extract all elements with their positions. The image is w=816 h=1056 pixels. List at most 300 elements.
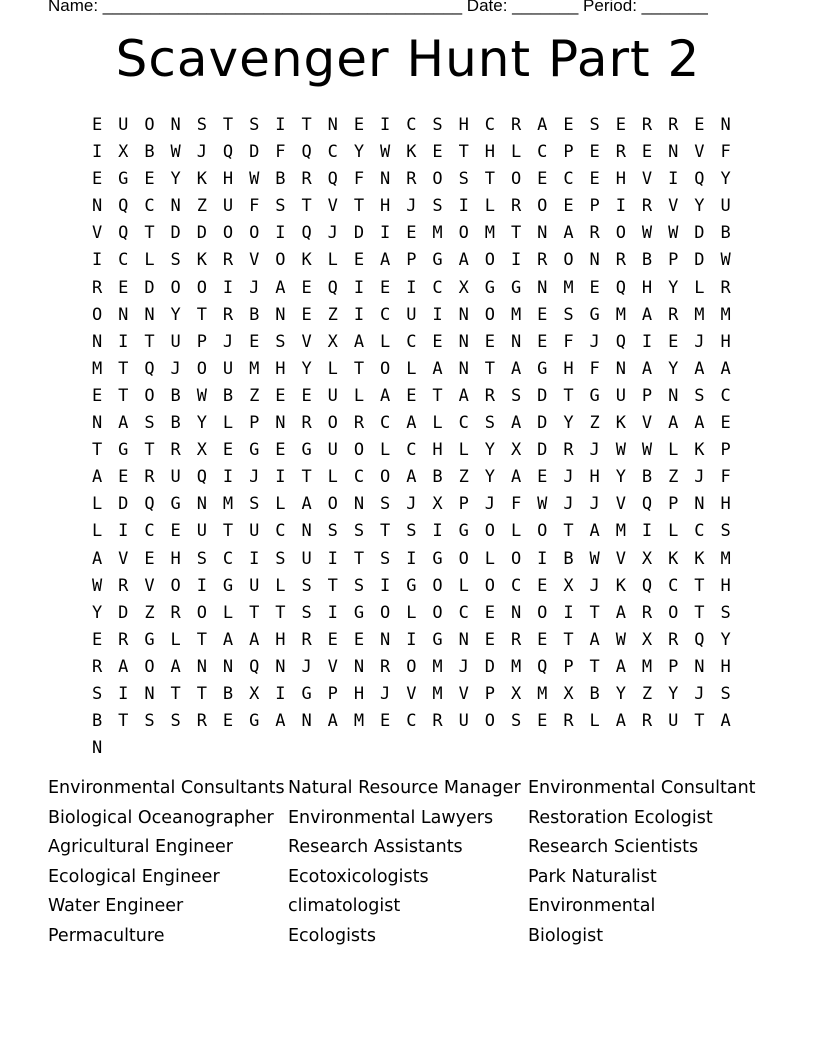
grid-letter: R — [432, 711, 443, 732]
word-bank-item: Restoration Ecologist — [528, 807, 713, 828]
grid-letter: R — [641, 196, 653, 217]
grid-letter: B — [222, 385, 234, 406]
grid-letter: Q — [249, 656, 260, 677]
grid-letter: H — [563, 358, 574, 379]
grid-letter: I — [510, 250, 522, 271]
grid-letter: J — [170, 358, 181, 379]
grid-letter: M — [249, 358, 260, 379]
grid-letter: C — [118, 250, 129, 271]
grid-letter: V — [118, 548, 129, 569]
grid-letter: G — [432, 548, 443, 569]
grid-letter: T — [196, 304, 207, 325]
grid-letter: Z — [668, 467, 679, 488]
grid-letter: R — [615, 250, 626, 271]
grid-letter: L — [327, 250, 338, 271]
letter-grid — [84, 112, 739, 762]
grid-letter: R — [170, 440, 181, 461]
grid-letter: G — [458, 521, 469, 542]
grid-letter: B — [91, 711, 103, 732]
grid-letter: Y — [615, 683, 626, 704]
grid-letter: B — [563, 548, 574, 569]
grid-letter: E — [537, 467, 548, 488]
grid-letter: A — [380, 250, 391, 271]
word-bank-item: Ecological Engineer — [48, 866, 220, 887]
grid-letter: A — [510, 467, 522, 488]
grid-letter: V — [694, 142, 705, 163]
grid-letter: V — [641, 413, 653, 434]
grid-letter: T — [118, 358, 129, 379]
grid-letter: N — [353, 656, 365, 677]
grid-letter: R — [353, 413, 365, 434]
grid-letter: N — [144, 304, 155, 325]
grid-letter: E — [406, 385, 417, 406]
grid-letter: R — [510, 629, 522, 650]
grid-letter: R — [301, 629, 312, 650]
grid-letter: H — [641, 277, 653, 298]
grid-letter: G — [301, 440, 312, 461]
grid-letter: I — [91, 142, 103, 163]
grid-letter: A — [510, 358, 522, 379]
grid-letter: K — [196, 250, 207, 271]
grid-letter: P — [458, 494, 469, 515]
grid-letter: A — [301, 494, 312, 515]
grid-letter: A — [641, 304, 653, 325]
grid-letter: N — [694, 494, 705, 515]
grid-letter: L — [275, 494, 286, 515]
grid-letter: I — [668, 169, 679, 190]
grid-letter: G — [353, 602, 365, 623]
grid-letter: Q — [144, 358, 155, 379]
grid-letter: H — [720, 656, 731, 677]
grid-letter: I — [118, 683, 129, 704]
grid-letter: B — [641, 250, 653, 271]
grid-letter: U — [615, 385, 626, 406]
grid-letter: X — [118, 142, 129, 163]
grid-letter: C — [563, 169, 574, 190]
grid-letter: A — [91, 467, 103, 488]
grid-letter: C — [458, 413, 469, 434]
grid-letter: S — [144, 711, 155, 732]
grid-letter: S — [353, 521, 365, 542]
grid-letter: Q — [641, 494, 653, 515]
grid-letter: A — [720, 358, 731, 379]
grid-letter: Q — [118, 223, 129, 244]
grid-letter: E — [301, 277, 312, 298]
grid-letter: Y — [353, 142, 365, 163]
grid-letter: A — [641, 358, 653, 379]
grid-letter: E — [301, 304, 312, 325]
grid-letter: O — [537, 602, 548, 623]
grid-letter: W — [641, 440, 653, 461]
grid-letter: C — [406, 711, 417, 732]
grid-letter: L — [406, 358, 417, 379]
word-bank-item: Ecotoxicologists — [288, 866, 429, 887]
grid-letter: J — [484, 494, 496, 515]
grid-letter: N — [144, 683, 155, 704]
grid-letter: I — [196, 575, 207, 596]
grid-letter: F — [720, 142, 731, 163]
grid-letter: O — [537, 521, 548, 542]
grid-letter: S — [720, 602, 731, 623]
grid-letter: N — [668, 385, 679, 406]
grid-letter: X — [563, 575, 574, 596]
grid-letter: S — [196, 548, 207, 569]
grid-letter: R — [668, 304, 679, 325]
grid-letter: T — [222, 115, 234, 135]
grid-letter: L — [353, 385, 365, 406]
grid-letter: X — [510, 683, 522, 704]
grid-letter: C — [484, 115, 496, 135]
grid-letter: R — [406, 169, 417, 190]
grid-letter: E — [91, 169, 103, 190]
grid-letter: T — [484, 358, 496, 379]
grid-letter: D — [353, 223, 365, 244]
grid-letter: N — [510, 602, 522, 623]
grid-letter: P — [668, 656, 679, 677]
grid-letter: L — [327, 358, 338, 379]
grid-letter: T — [432, 385, 443, 406]
grid-letter: K — [406, 142, 417, 163]
grid-letter: I — [118, 331, 129, 352]
grid-letter: C — [432, 277, 443, 298]
grid-letter: R — [720, 277, 731, 298]
grid-letter: Q — [301, 223, 312, 244]
grid-letter: Q — [327, 277, 338, 298]
grid-letter: I — [432, 521, 443, 542]
grid-letter: O — [510, 548, 522, 569]
grid-letter: N — [458, 304, 469, 325]
grid-letter: I — [249, 548, 260, 569]
grid-letter: S — [170, 250, 181, 271]
grid-letter: Q — [301, 142, 312, 163]
grid-letter: A — [275, 277, 286, 298]
grid-letter: V — [91, 223, 103, 244]
grid-letter: G — [537, 358, 548, 379]
grid-letter: L — [170, 629, 181, 650]
word-bank — [48, 778, 768, 956]
grid-letter: P — [249, 413, 260, 434]
grid-letter: N — [537, 223, 548, 244]
grid-letter: A — [694, 358, 705, 379]
grid-letter: P — [641, 385, 653, 406]
grid-letter: U — [668, 711, 679, 732]
grid-letter: I — [641, 331, 653, 352]
grid-letter: O — [432, 575, 443, 596]
grid-letter: N — [668, 142, 679, 163]
grid-letter: N — [694, 656, 705, 677]
grid-letter: Q — [615, 277, 626, 298]
grid-letter: J — [196, 142, 207, 163]
grid-letter: V — [249, 250, 260, 271]
grid-letter: Y — [563, 413, 574, 434]
grid-letter: S — [720, 521, 731, 542]
grid-letter: G — [118, 440, 129, 461]
grid-letter: A — [458, 385, 469, 406]
grid-letter: I — [563, 602, 574, 623]
grid-letter: C — [406, 440, 417, 461]
grid-letter: P — [668, 494, 679, 515]
grid-letter: J — [694, 683, 705, 704]
grid-letter: L — [668, 440, 679, 461]
grid-letter: G — [118, 169, 129, 190]
grid-letter: T — [91, 440, 103, 461]
grid-letter: B — [170, 413, 181, 434]
grid-letter: R — [589, 223, 600, 244]
grid-letter: E — [91, 385, 103, 406]
grid-letter: Y — [484, 467, 496, 488]
grid-letter: N — [380, 169, 391, 190]
grid-letter: K — [615, 413, 626, 434]
grid-letter: M — [432, 223, 443, 244]
grid-letter: T — [118, 711, 129, 732]
grid-letter: O — [432, 169, 443, 190]
grid-letter: H — [222, 169, 234, 190]
grid-letter: N — [196, 656, 207, 677]
grid-letter: T — [563, 521, 574, 542]
grid-letter: T — [353, 358, 365, 379]
grid-letter: M — [720, 548, 731, 569]
grid-letter: L — [510, 142, 522, 163]
grid-letter: T — [196, 683, 207, 704]
grid-letter: A — [118, 656, 129, 677]
word-bank-item: Permaculture — [48, 925, 165, 946]
grid-letter: C — [720, 385, 731, 406]
grid-letter: O — [380, 602, 391, 623]
grid-letter: H — [380, 196, 391, 217]
grid-letter: S — [510, 711, 522, 732]
grid-letter: R — [510, 115, 522, 135]
grid-letter: N — [91, 196, 103, 217]
grid-letter: A — [668, 413, 679, 434]
grid-letter: G — [301, 683, 312, 704]
grid-letter: T — [144, 440, 155, 461]
grid-letter: H — [275, 629, 286, 650]
grid-letter: N — [720, 115, 731, 135]
grid-letter: S — [720, 683, 731, 704]
grid-letter: N — [301, 521, 312, 542]
grid-letter: T — [694, 711, 705, 732]
grid-letter: P — [589, 196, 600, 217]
grid-letter: L — [668, 521, 679, 542]
grid-letter: U — [170, 467, 181, 488]
grid-letter: R — [484, 385, 496, 406]
word-bank-item: climatologist — [288, 896, 401, 917]
grid-letter: V — [615, 494, 626, 515]
grid-letter: M — [222, 494, 234, 515]
grid-letter: B — [249, 304, 260, 325]
grid-letter: E — [222, 711, 234, 732]
grid-letter: M — [510, 304, 522, 325]
grid-letter: M — [563, 277, 574, 298]
grid-letter: Q — [537, 656, 548, 677]
grid-letter: N — [91, 413, 103, 434]
grid-letter: B — [641, 467, 653, 488]
grid-letter: D — [694, 223, 705, 244]
grid-letter: T — [144, 223, 155, 244]
grid-letter: Y — [196, 413, 207, 434]
grid-letter: R — [118, 629, 129, 650]
grid-letter: A — [353, 331, 365, 352]
grid-letter: P — [668, 250, 679, 271]
grid-letter: L — [380, 331, 391, 352]
grid-letter: U — [301, 548, 312, 569]
grid-letter: Q — [641, 575, 653, 596]
grid-letter: E — [641, 142, 653, 163]
grid-letter: C — [275, 521, 286, 542]
grid-letter: C — [458, 602, 469, 623]
grid-letter: E — [144, 548, 155, 569]
grid-letter: G — [249, 711, 260, 732]
grid-letter: R — [222, 304, 234, 325]
grid-letter: Q — [694, 629, 705, 650]
grid-letter: P — [720, 440, 731, 461]
grid-letter: O — [484, 521, 496, 542]
word-bank-item: Natural Resource Manager — [288, 778, 521, 798]
grid-letter: J — [589, 575, 600, 596]
grid-letter: J — [563, 467, 574, 488]
grid-letter: F — [589, 358, 600, 379]
grid-letter: Q — [222, 142, 234, 163]
grid-letter: X — [641, 548, 653, 569]
grid-letter: E — [537, 304, 548, 325]
grid-letter: H — [432, 440, 443, 461]
grid-letter: N — [275, 304, 286, 325]
grid-letter: H — [275, 358, 286, 379]
grid-letter: A — [118, 413, 129, 434]
word-bank-item: Water Engineer — [48, 896, 184, 917]
grid-letter: O — [170, 277, 181, 298]
grid-letter: G — [249, 440, 260, 461]
grid-letter: S — [249, 494, 260, 515]
grid-letter: H — [720, 575, 731, 596]
grid-letter: S — [380, 548, 391, 569]
grid-letter: Z — [327, 304, 338, 325]
grid-letter: H — [589, 467, 600, 488]
grid-letter: O — [196, 277, 207, 298]
grid-letter: S — [275, 196, 286, 217]
grid-letter: P — [327, 683, 338, 704]
grid-letter: L — [694, 277, 705, 298]
grid-letter: M — [641, 656, 653, 677]
grid-letter: D — [144, 277, 155, 298]
grid-letter: I — [380, 575, 391, 596]
grid-letter: E — [484, 629, 496, 650]
grid-letter: F — [563, 331, 574, 352]
grid-letter: I — [275, 467, 286, 488]
grid-letter: H — [720, 331, 731, 352]
grid-letter: O — [484, 250, 496, 271]
grid-letter: E — [91, 115, 103, 135]
grid-letter: J — [406, 196, 417, 217]
grid-letter: R — [641, 711, 653, 732]
grid-letter: O — [615, 223, 626, 244]
grid-letter: O — [380, 358, 391, 379]
grid-letter: G — [432, 629, 443, 650]
grid-letter: O — [196, 602, 207, 623]
grid-letter: F — [249, 196, 260, 217]
grid-letter: A — [615, 711, 626, 732]
grid-letter: H — [458, 115, 469, 135]
grid-letter: U — [406, 304, 417, 325]
grid-letter: J — [563, 494, 574, 515]
grid-letter: S — [563, 304, 574, 325]
grid-letter: I — [222, 467, 234, 488]
grid-letter: E — [589, 142, 600, 163]
grid-letter: F — [720, 467, 731, 488]
grid-letter: E — [275, 440, 286, 461]
grid-letter: J — [301, 656, 312, 677]
grid-letter: N — [458, 358, 469, 379]
grid-letter: C — [380, 304, 391, 325]
grid-letter: N — [222, 656, 234, 677]
grid-letter: M — [432, 683, 443, 704]
grid-letter: R — [537, 250, 548, 271]
word-bank-item: Biological Oceanographer — [48, 807, 274, 828]
grid-letter: O — [196, 358, 207, 379]
grid-letter: T — [589, 602, 600, 623]
grid-letter: X — [510, 440, 522, 461]
grid-letter: T — [563, 629, 574, 650]
grid-letter: R — [563, 440, 574, 461]
grid-letter: A — [380, 385, 391, 406]
grid-letter: P — [484, 683, 496, 704]
grid-letter: A — [563, 223, 574, 244]
grid-letter: W — [720, 250, 731, 271]
grid-letter: Y — [484, 440, 496, 461]
grid-letter: S — [694, 385, 705, 406]
grid-letter: C — [353, 467, 365, 488]
grid-letter: T — [222, 521, 234, 542]
grid-letter: R — [91, 277, 103, 298]
grid-letter: I — [380, 115, 391, 135]
grid-letter: X — [458, 277, 469, 298]
grid-letter: M — [510, 656, 522, 677]
grid-letter: J — [694, 331, 705, 352]
grid-letter: N — [458, 331, 469, 352]
grid-letter: E — [249, 331, 260, 352]
grid-letter: O — [432, 602, 443, 623]
grid-letter: Y — [694, 196, 705, 217]
grid-letter: V — [406, 683, 417, 704]
grid-letter: C — [222, 548, 234, 569]
grid-letter: A — [694, 413, 705, 434]
grid-letter: Y — [301, 358, 312, 379]
grid-letter: G — [510, 277, 522, 298]
word-bank-item: Environmental — [528, 896, 656, 917]
grid-letter: T — [353, 196, 365, 217]
grid-letter: A — [589, 629, 600, 650]
grid-letter: T — [353, 548, 365, 569]
grid-letter: T — [301, 196, 312, 217]
grid-letter: G — [432, 250, 443, 271]
grid-letter: K — [668, 548, 679, 569]
grid-letter: A — [275, 711, 286, 732]
grid-letter: Y — [170, 169, 181, 190]
grid-letter: O — [563, 250, 574, 271]
grid-letter: J — [589, 440, 600, 461]
grid-letter: E — [275, 385, 286, 406]
grid-letter: D — [537, 440, 548, 461]
word-bank-item: Research Assistants — [288, 837, 463, 858]
grid-letter: A — [589, 521, 600, 542]
grid-letter: S — [510, 385, 522, 406]
grid-letter: Y — [720, 169, 731, 190]
grid-letter: Y — [170, 304, 181, 325]
grid-letter: O — [222, 223, 234, 244]
grid-letter: E — [589, 169, 600, 190]
grid-letter: X — [563, 683, 574, 704]
grid-letter: D — [118, 602, 129, 623]
